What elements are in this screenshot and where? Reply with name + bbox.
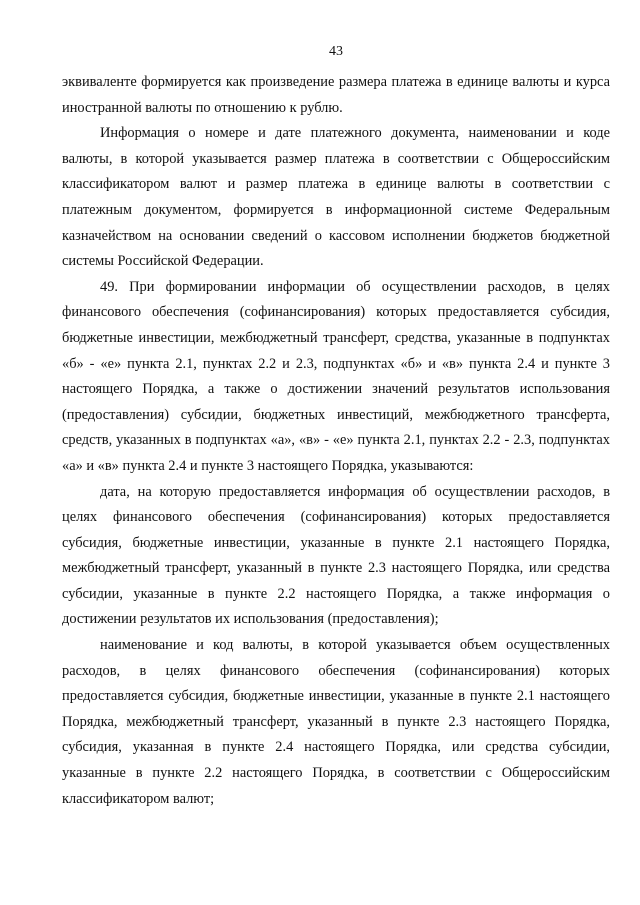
paragraph-currency-name-code: наименование и код валюты, в которой указывается объем осуществленных расходов, в целях финансового обеспечения (софинансирования) которых предоставляется субсидия, бюджетные инвестиции, указанные в пункте 2.1 настоящего Порядка, межбюджетный трансферт, указанный в пункте 2.3 настоящего Порядка, субсидия, указанная в пункте 2.4 настоящего Порядка, или средства субсидии, указанные в пункте 2.2 настоящего Порядка, в соответствии с Общероссийским классификатором валют; [62, 637, 610, 807]
paragraph-date-of-information: дата, на которую предоставляется информация об осуществлении расходов, в целях финансового обеспечения (софинансирования) которых предоставляется субсидия, бюджетные инвестиции, указанные в пункте 2.1 настоящего Порядка, межбюджетный трансферт, указанный в пункте 2.3 настоящего Порядка, или средства субсидии, указанные в пункте 2.2 настоящего Порядка, а также информация о достижении результатов их использования (предоставления); [62, 483, 610, 628]
paragraph-payment-document-info: Информация о номере и дате платежного документа, наименовании и коде валюты, в которой указывается размер платежа в соответствии с Общероссийским классификатором валют и размер платежа в единице валюты в соответствии с платежным документом, формируется в информационной системе Федеральным казначейством на основании сведений о кассовом исполнении бюджетов бюджетной системы Российской Федерации. [62, 125, 610, 270]
document-page [62, 0, 610, 905]
paragraph-currency-equivalent: эквиваленте формируется как произведение размера платежа в единице валюты и курса иностранной валюты по отношению к рублю. [62, 74, 610, 116]
paragraph-item-49: 49. При формировании информации об осуществлении расходов, в целях финансового обеспечения (софинансирования) которых предоставляется субсидия, бюджетные инвестиции, межбюджетный трансферт, средства, указанные в подпунктах «б» - «е» пункта 2.1, пунктах 2.2 и 2.3, подпунктах «б» и «в» пункта 2.4 и пункте 3 настоящего Порядка, а также о достижении значений результатов использования (предоставления) субсидии, бюджетных инвестиций, межбюджетного трансферта, средств, указанных в подпунктах «а», «в» - «е» пункта 2.1, пунктах 2.2 - 2.3, подпунктах «а» и «в» пункта 2.4 и пункте 3 настоящего Порядка, указываются: [62, 278, 610, 474]
document-body [62, 70, 610, 812]
page-number: 43 [329, 44, 343, 59]
